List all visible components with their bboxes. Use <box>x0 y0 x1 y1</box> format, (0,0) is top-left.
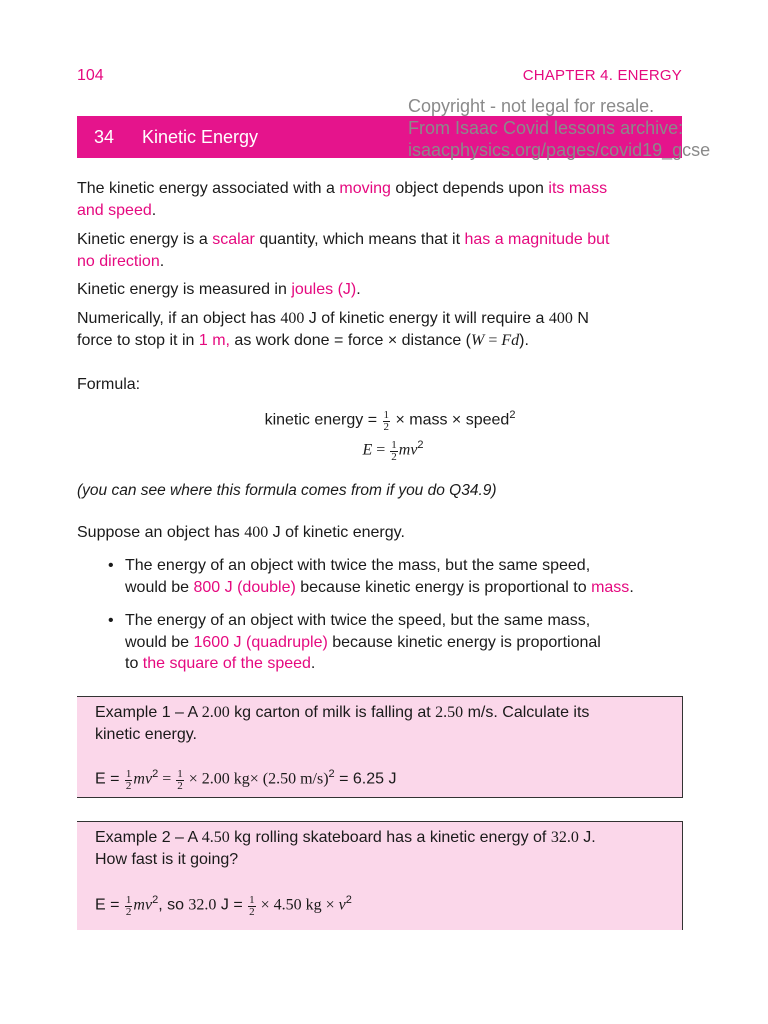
watermark-line-1: Copyright - not legal for resale. <box>408 96 655 116</box>
example-2-calculation: E = $\frac{1}{2}$ $mv^2$, so 32.0 J = $\frac{1}{2}$ × 4.50 kg × $v^2$ <box>95 894 352 919</box>
section-title: Kinetic Energy <box>142 126 259 147</box>
bullet-double-speed: • The energy of an object with twice the speed, but the same mass, would be 1600 J (quadruple) because kinetic energy is proportional to the square of the speed. <box>108 612 601 672</box>
formula-note: (you can see where this formula comes from if you do Q34.9) <box>77 482 497 499</box>
example-1-box <box>77 696 683 798</box>
page-number: 104 <box>77 67 104 84</box>
example-2-box <box>77 821 683 930</box>
section-number: 34 <box>94 126 115 147</box>
paragraph-numerically: Numerically, if an object has 400 J of kinetic energy it will require a 400 N force to stop it in 1 m, as work done = force × distance (W = Fd). <box>77 310 589 349</box>
example-2-question: Example 2 – A 4.50 kg rolling skateboard has a kinetic energy of 32.0 J. How fast is it going? <box>95 829 596 868</box>
paragraph-definition: The kinetic energy associated with a moving object depends upon its mass and speed. <box>77 180 608 219</box>
chapter-header: CHAPTER 4. ENERGY <box>522 67 682 84</box>
formula-symbols: E = $\frac{1}{2}$ $mv^2$ <box>362 439 424 464</box>
example-1-calculation: E = $\frac{1}{2}$ $mv^2$ = $\frac{1}{2}$ × 2.00 kg× (2.50 m/s)$^2$ = 6.25 J <box>95 768 397 793</box>
formula-label: Formula: <box>77 376 141 393</box>
bullet-double-mass: • The energy of an object with twice the mass, but the same speed, would be 800 J (double) because kinetic energy is proportional to mass. <box>108 557 634 596</box>
example-1-question: Example 1 – A 2.00 kg carton of milk is falling at 2.50 m/s. Calculate its kinetic energy. <box>95 704 590 743</box>
paragraph-units: Kinetic energy is measured in joules (J). <box>77 281 361 298</box>
bullet-dot: • <box>108 557 114 574</box>
watermark-line-2: From Isaac Covid lessons archive: <box>408 118 684 138</box>
formula-words: kinetic energy = $\frac{1}{2}$ × mass × speed$^2$ <box>264 409 516 434</box>
paragraph-scalar: Kinetic energy is a scalar quantity, which means that it has a magnitude but no direction. <box>77 231 610 270</box>
watermark-line-3: isaacphysics.org/pages/covid19_gcse <box>408 140 711 160</box>
paragraph-suppose: Suppose an object has 400 J of kinetic energy. <box>77 524 405 541</box>
bullet-dot: • <box>108 612 114 629</box>
copyright-watermark <box>408 95 710 161</box>
